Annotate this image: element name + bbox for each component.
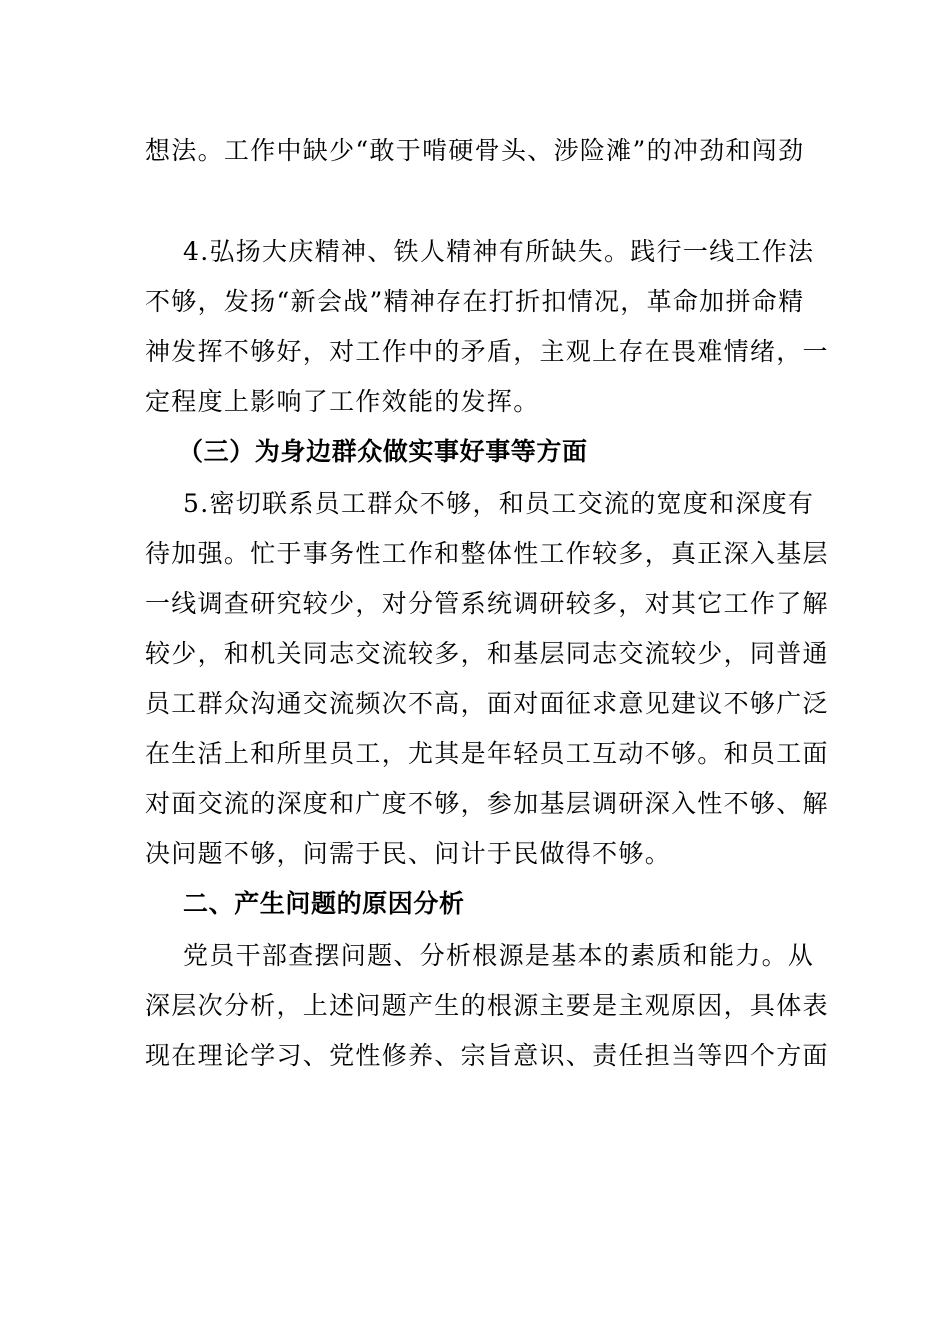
text-line: 待加强。忙于事务性工作和整体性工作较多，真正深入基层: [145, 539, 829, 568]
text-line: 决问题不够，问需于民、问计于民做得不够。: [145, 839, 672, 868]
text-line: 较少，和机关同志交流较多，和基层同志交流较少，同普通: [145, 639, 829, 668]
text-line: 不够，发扬“新会战”精神存在打折扣情况，革命加拼命精: [145, 287, 805, 316]
text-line: 在生活上和所里员工，尤其是年轻员工互动不够。和员工面: [145, 739, 829, 768]
text-line: 党员干部查摆问题、分析根源是基本的素质和能力。从: [183, 941, 815, 970]
text-line: 4.弘扬大庆精神、铁人精神有所缺失。践行一线工作法: [183, 237, 815, 266]
section-heading: 二、产生问题的原因分析: [183, 889, 465, 918]
text-line: 现在理论学习、党性修养、宗旨意识、责任担当等四个方面: [145, 1041, 829, 1070]
text-line: 定程度上影响了工作效能的发挥。: [145, 387, 540, 416]
text-line: 对面交流的深度和广度不够，参加基层调研深入性不够、解: [145, 789, 829, 818]
section-heading: （三）为身边群众做实事好事等方面: [178, 437, 588, 466]
text-line: 5.密切联系员工群众不够，和员工交流的宽度和深度有: [183, 489, 815, 518]
text-line: 深层次分析，上述问题产生的根源主要是主观原因，具体表: [145, 991, 829, 1020]
text-line: 员工群众沟通交流频次不高，面对面征求意见建议不够广泛: [145, 689, 829, 718]
text-line: 一线调查研究较少，对分管系统调研较多，对其它工作了解: [145, 589, 829, 618]
text-line: 想法。工作中缺少“敢于啃硬骨头、涉险滩”的冲劲和闯劲: [145, 136, 805, 165]
text-line: 神发挥不够好，对工作中的矛盾，主观上存在畏难情绪，一: [145, 337, 829, 366]
